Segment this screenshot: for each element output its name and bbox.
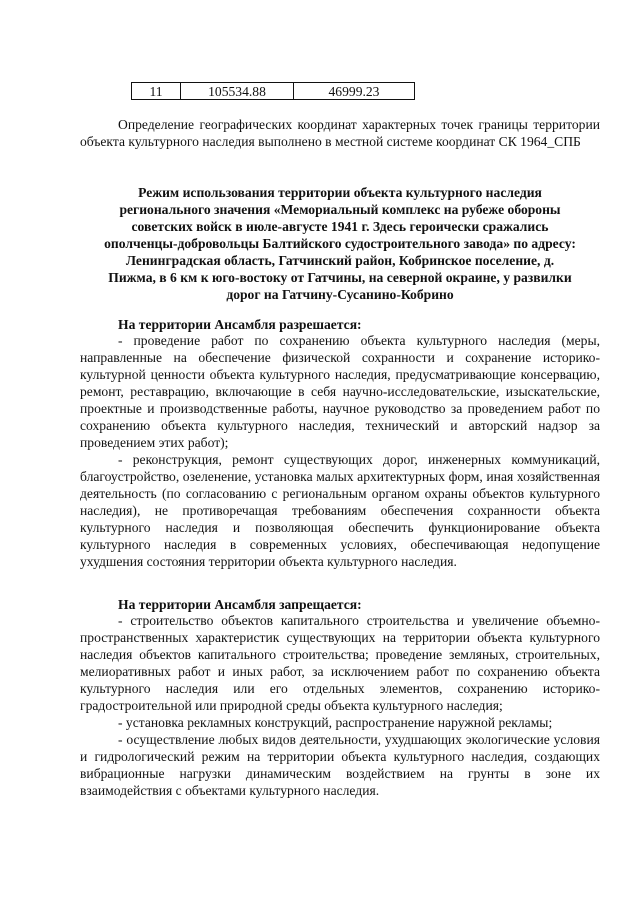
forbidden-list bbox=[80, 612, 600, 799]
list-item: - осуществление любых видов деятельности, ухудшающих экологические условия и гидрологический режим на территории объекта культурного наследия, создающих вибрационные нагрузки динамическим воздействием на грунты в зоне их взаимодействия с объектами культурного наследия. bbox=[80, 732, 600, 798]
table-row bbox=[132, 83, 415, 100]
list-item: - установка рекламных конструкций, распространение наружной рекламы; bbox=[118, 715, 553, 730]
list-item: - реконструкция, ремонт существующих дорог, инженерных коммуникаций, благоустройство, озеленение, установка малых архитектурных форм, иная хозяйственная деятельность (по согласованию с региональным органом охраны объектов культурного наследия), не противоречащая требованиям обеспечения сохранности объекта культурного наследия и позволяющая обеспечить функционирование объекта культурного наследия в современных условиях, обеспечивающая недопущение ухудшения состояния территории объекта культурного наследия. bbox=[80, 452, 600, 569]
list-item: - проведение работ по сохранению объекта культурного наследия (меры, направленные на обеспечение физической сохранности и сохранение историко-культурной ценности объекта культурного наследия, предусматривающие консервацию, ремонт, реставрацию, включающие в себя научно-исследовательские, изыскательские, проектные и производственные работы, научное руководство за проведением работ по сохранению объекта культурного наследия, технический и авторский надзор за проведением этих работ); bbox=[80, 333, 600, 450]
allowed-heading: На территории Ансамбля разрешается: bbox=[118, 317, 362, 332]
allowed-list bbox=[80, 332, 600, 570]
coordinates-table bbox=[131, 82, 415, 100]
forbidden-heading: На территории Ансамбля запрещается: bbox=[118, 597, 362, 612]
intro-paragraph: Определение географических координат характерных точек границы территории объекта культурного наследия выполнено в местной системе координат СК 1964_СПБ bbox=[80, 117, 600, 149]
document-title: Режим использования территории объекта культурного наследия регионального значения «Мемориальный комплекс на рубеже обороны советских войск в июле-августе 1941 г. Здесь героически сражались ополченцы-добровольцы Балтийского судостроительного завода» по адресу: Ленинградская область, Гатчинский район, Кобринское поселение, д. Пижма, в 6 км к юго-востоку от Гатчины, на северной окраине, у развилки дорог на Гатчину-Сусанино-Кобрино bbox=[104, 185, 576, 302]
y-coordinate-cell: 46999.23 bbox=[294, 83, 415, 100]
point-number-cell: 11 bbox=[132, 83, 181, 100]
x-coordinate-cell: 105534.88 bbox=[181, 83, 294, 100]
list-item: - строительство объектов капитального строительства и увеличение объемно-пространственных характеристик существующих на территории объекта культурного наследия объектов капитального строительства; проведение земляных, строительных, мелиоративных работ и иных работ, за исключением работ по сохранению объекта культурного наследия или его отдельных элементов, сохранению историко-градостроительной или природной среды объекта культурного наследия; bbox=[80, 613, 600, 713]
